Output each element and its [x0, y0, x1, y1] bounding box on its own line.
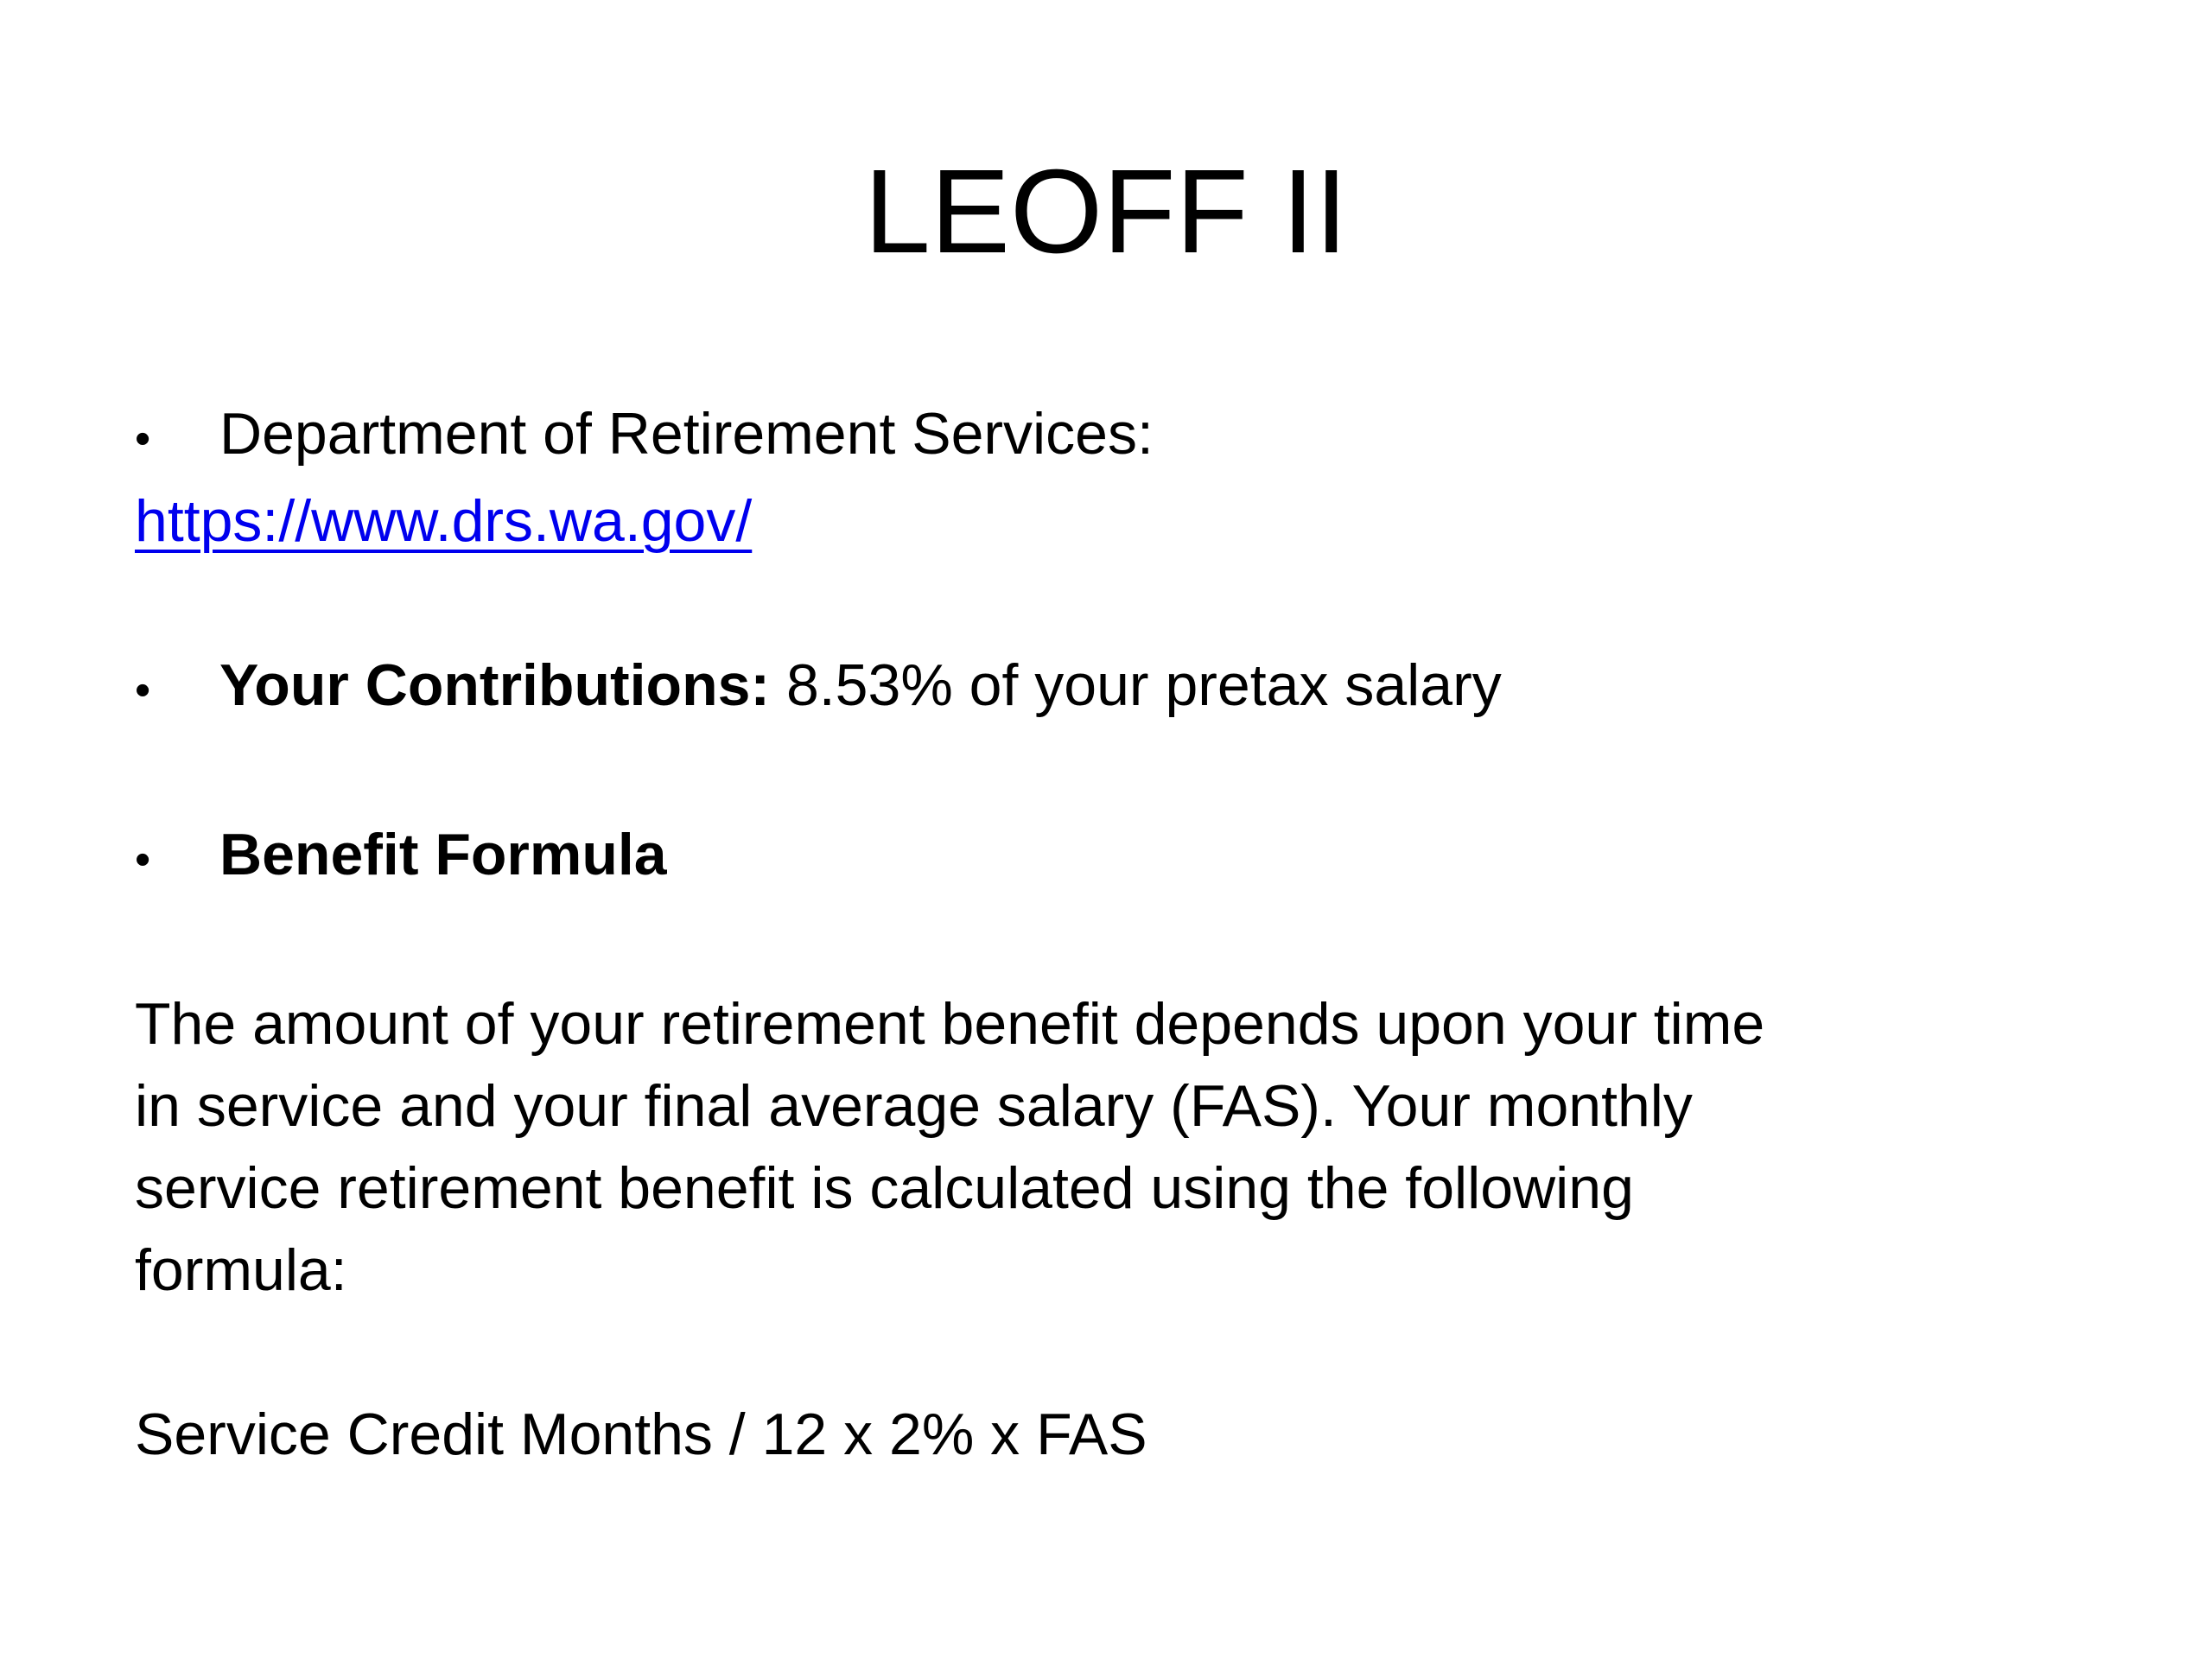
drs-label: Department of Retirement Services: [219, 401, 1154, 467]
bullet-icon: • [135, 835, 151, 885]
slide-title: LEOFF II [864, 145, 1348, 278]
spacer [135, 901, 2079, 983]
benefit-formula-label: Benefit Formula [219, 822, 667, 887]
bullet-item-benefit-formula [135, 814, 2079, 901]
spacer [135, 563, 2079, 645]
drs-link[interactable]: https://www.drs.wa.gov/ [135, 488, 753, 554]
spacer [135, 1312, 2079, 1394]
benefit-description: The amount of your retirement benefit depends upon your time in service and your final average salary (FAS). Your monthly service retirement benefit is calculated using the following formula: [135, 991, 1765, 1303]
slide-content [135, 393, 2079, 1476]
benefit-formula: Service Credit Months / 12 x 2% x FAS [135, 1402, 1147, 1467]
bullet-item-contributions [135, 645, 2079, 732]
contributions-label: Your Contributions: [219, 652, 771, 718]
bullet-icon: • [135, 414, 151, 464]
contributions-value: 8.53% of your pretax salary [770, 652, 1502, 718]
contributions-text [219, 645, 1502, 727]
spacer [135, 732, 2079, 814]
bullet-icon: • [135, 665, 151, 715]
bullet-item-drs [135, 393, 2079, 480]
